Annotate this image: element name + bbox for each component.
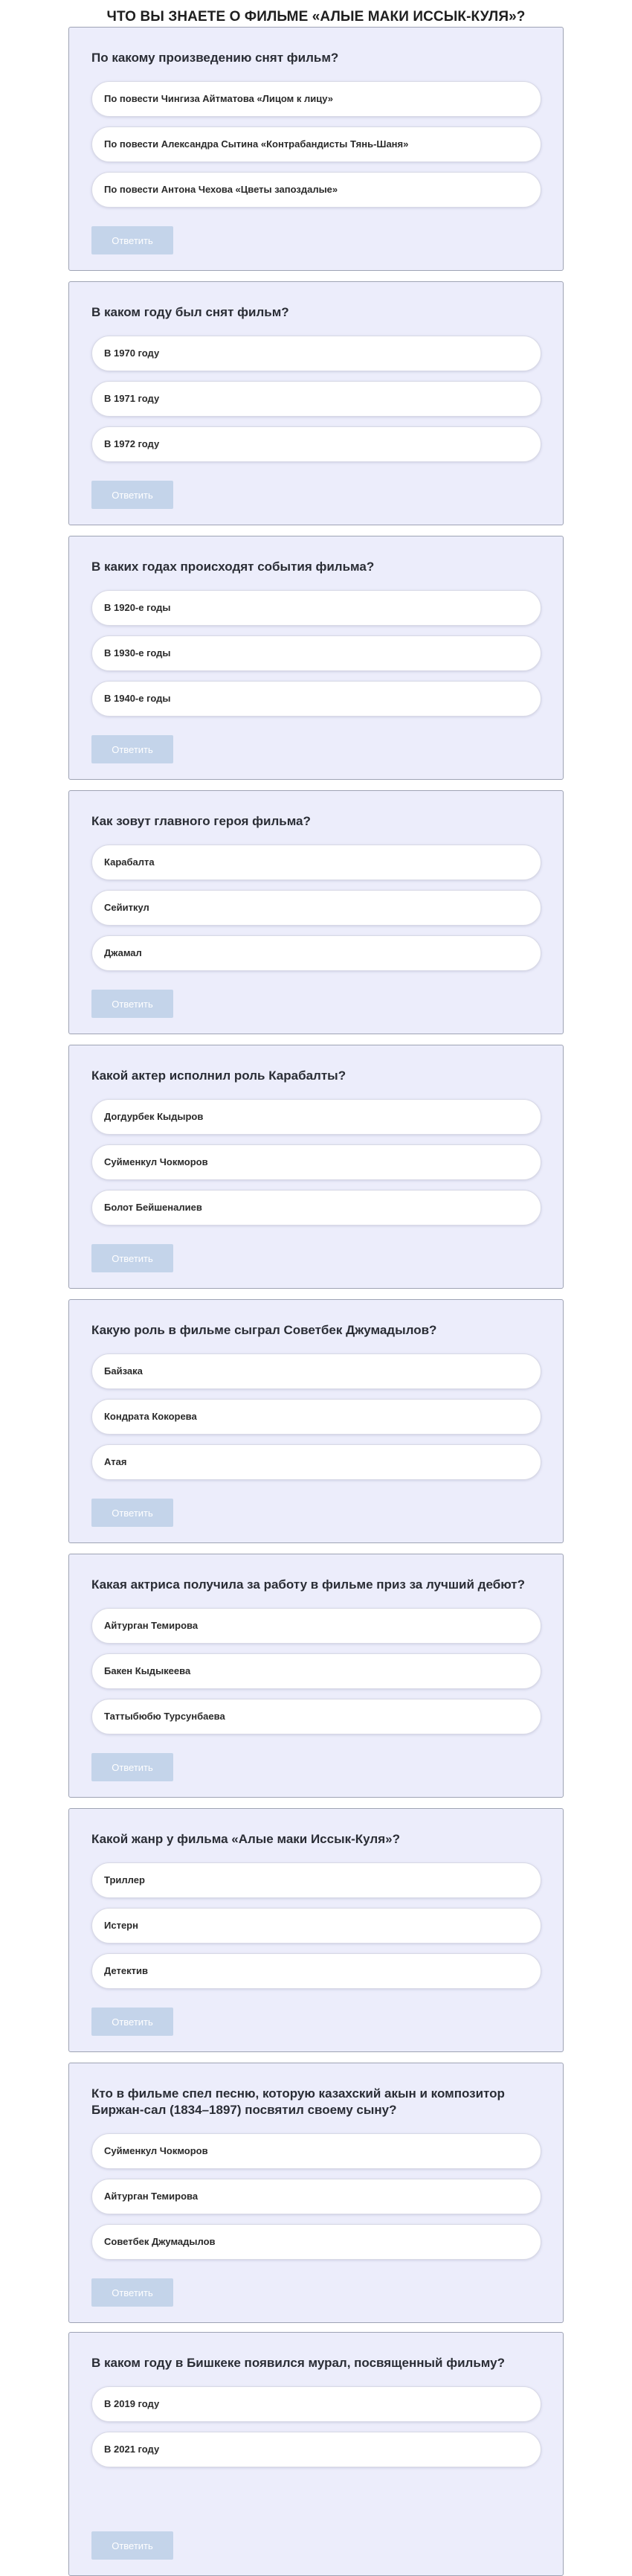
quiz-card (68, 1808, 564, 2052)
question-title: В каких годах происходят события фильма? (91, 560, 375, 574)
answer-option[interactable]: Догдурбек Кыдыров (91, 1099, 541, 1135)
answer-option[interactable]: Байзака (91, 1353, 541, 1389)
answer-option[interactable]: По повести Антона Чехова «Цветы запоздалые» (91, 172, 541, 208)
answer-option[interactable]: Суйменкул Чокморов (91, 1144, 541, 1180)
answer-option[interactable]: В 1930-е годы (91, 635, 541, 671)
answer-button[interactable]: Ответить (91, 2278, 173, 2307)
quiz-card (68, 27, 564, 271)
quiz-card (68, 2063, 564, 2323)
question-title: По какому произведению снят фильм? (91, 51, 339, 65)
answer-option[interactable]: Истерн (91, 1908, 541, 1944)
answer-option[interactable]: Бакен Кыдыкеева (91, 1653, 541, 1689)
question-title: В каком году был снят фильм? (91, 305, 289, 319)
answer-option[interactable]: В 1920-е годы (91, 590, 541, 626)
question-title: Какая актриса получила за работу в фильме приз за лучший дебют? (91, 1577, 525, 1592)
answer-option[interactable]: Кондрата Кокорева (91, 1399, 541, 1435)
answer-option[interactable]: Айтурган Темирова (91, 2179, 541, 2214)
quiz-card (68, 790, 564, 1034)
answer-button[interactable]: Ответить (91, 735, 173, 763)
answer-option[interactable]: По повести Александра Сытина «Контрабандисты Тянь-Шаня» (91, 126, 541, 162)
answer-option[interactable]: Болот Бейшеналиев (91, 1190, 541, 1225)
answer-option[interactable]: В 1970 году (91, 336, 541, 371)
answer-option[interactable]: Сейиткул (91, 890, 541, 926)
quiz-card (68, 1045, 564, 1289)
answer-option[interactable]: Триллер (91, 1862, 541, 1898)
answer-option[interactable]: Карабалта (91, 845, 541, 880)
question-title: Как зовут главного героя фильма? (91, 814, 311, 828)
question-title: В каком году в Бишкеке появился мурал, посвященный фильму? (91, 2356, 505, 2370)
answer-button[interactable]: Ответить (91, 226, 173, 254)
answer-button[interactable]: Ответить (91, 990, 173, 1018)
answer-option[interactable]: В 2019 году (91, 2386, 541, 2422)
answer-option[interactable]: Суйменкул Чокморов (91, 2133, 541, 2169)
answer-option[interactable]: Айтурган Темирова (91, 1608, 541, 1644)
answer-button[interactable]: Ответить (91, 1753, 173, 1781)
question-title: Какой актер исполнил роль Карабалты? (91, 1068, 346, 1083)
page-title: ЧТО ВЫ ЗНАЕТЕ О ФИЛЬМЕ «АЛЫЕ МАКИ ИССЫК-КУЛЯ»? (106, 9, 526, 25)
answer-option[interactable]: В 1940-е годы (91, 681, 541, 717)
answer-option[interactable]: Детектив (91, 1953, 541, 1989)
answer-option[interactable]: По повести Чингиза Айтматова «Лицом к лицу» (91, 81, 541, 117)
answer-button[interactable]: Ответить (91, 1244, 173, 1272)
quiz-card (68, 281, 564, 525)
answer-button[interactable]: Ответить (91, 481, 173, 509)
question-title: Какой жанр у фильма «Алые маки Иссык-Куля»? (91, 1832, 400, 1846)
answer-button[interactable]: Ответить (91, 1499, 173, 1527)
answer-option[interactable]: В 1972 году (91, 426, 541, 462)
answer-option[interactable]: Атая (91, 1444, 541, 1480)
answer-option[interactable]: В 1971 году (91, 381, 541, 417)
answer-option[interactable]: Таттыбюбю Турсунбаева (91, 1699, 541, 1734)
answer-option[interactable]: Джамал (91, 935, 541, 971)
quiz-card (68, 536, 564, 780)
quiz-card (68, 1554, 564, 1798)
answer-button[interactable]: Ответить (91, 2008, 173, 2036)
answer-option[interactable]: Советбек Джумадылов (91, 2224, 541, 2260)
quiz-card (68, 2332, 564, 2576)
question-title: Кто в фильме спел песню, которую казахский акын и композитор Биржан-сал (1834–1897) посвятил своему сыну? (91, 2086, 505, 2117)
question-title: Какую роль в фильме сыграл Советбек Джумадылов? (91, 1323, 437, 1337)
answer-option[interactable]: В 2021 году (91, 2432, 541, 2467)
answer-button[interactable]: Ответить (91, 2531, 173, 2560)
quiz-card (68, 1299, 564, 1543)
